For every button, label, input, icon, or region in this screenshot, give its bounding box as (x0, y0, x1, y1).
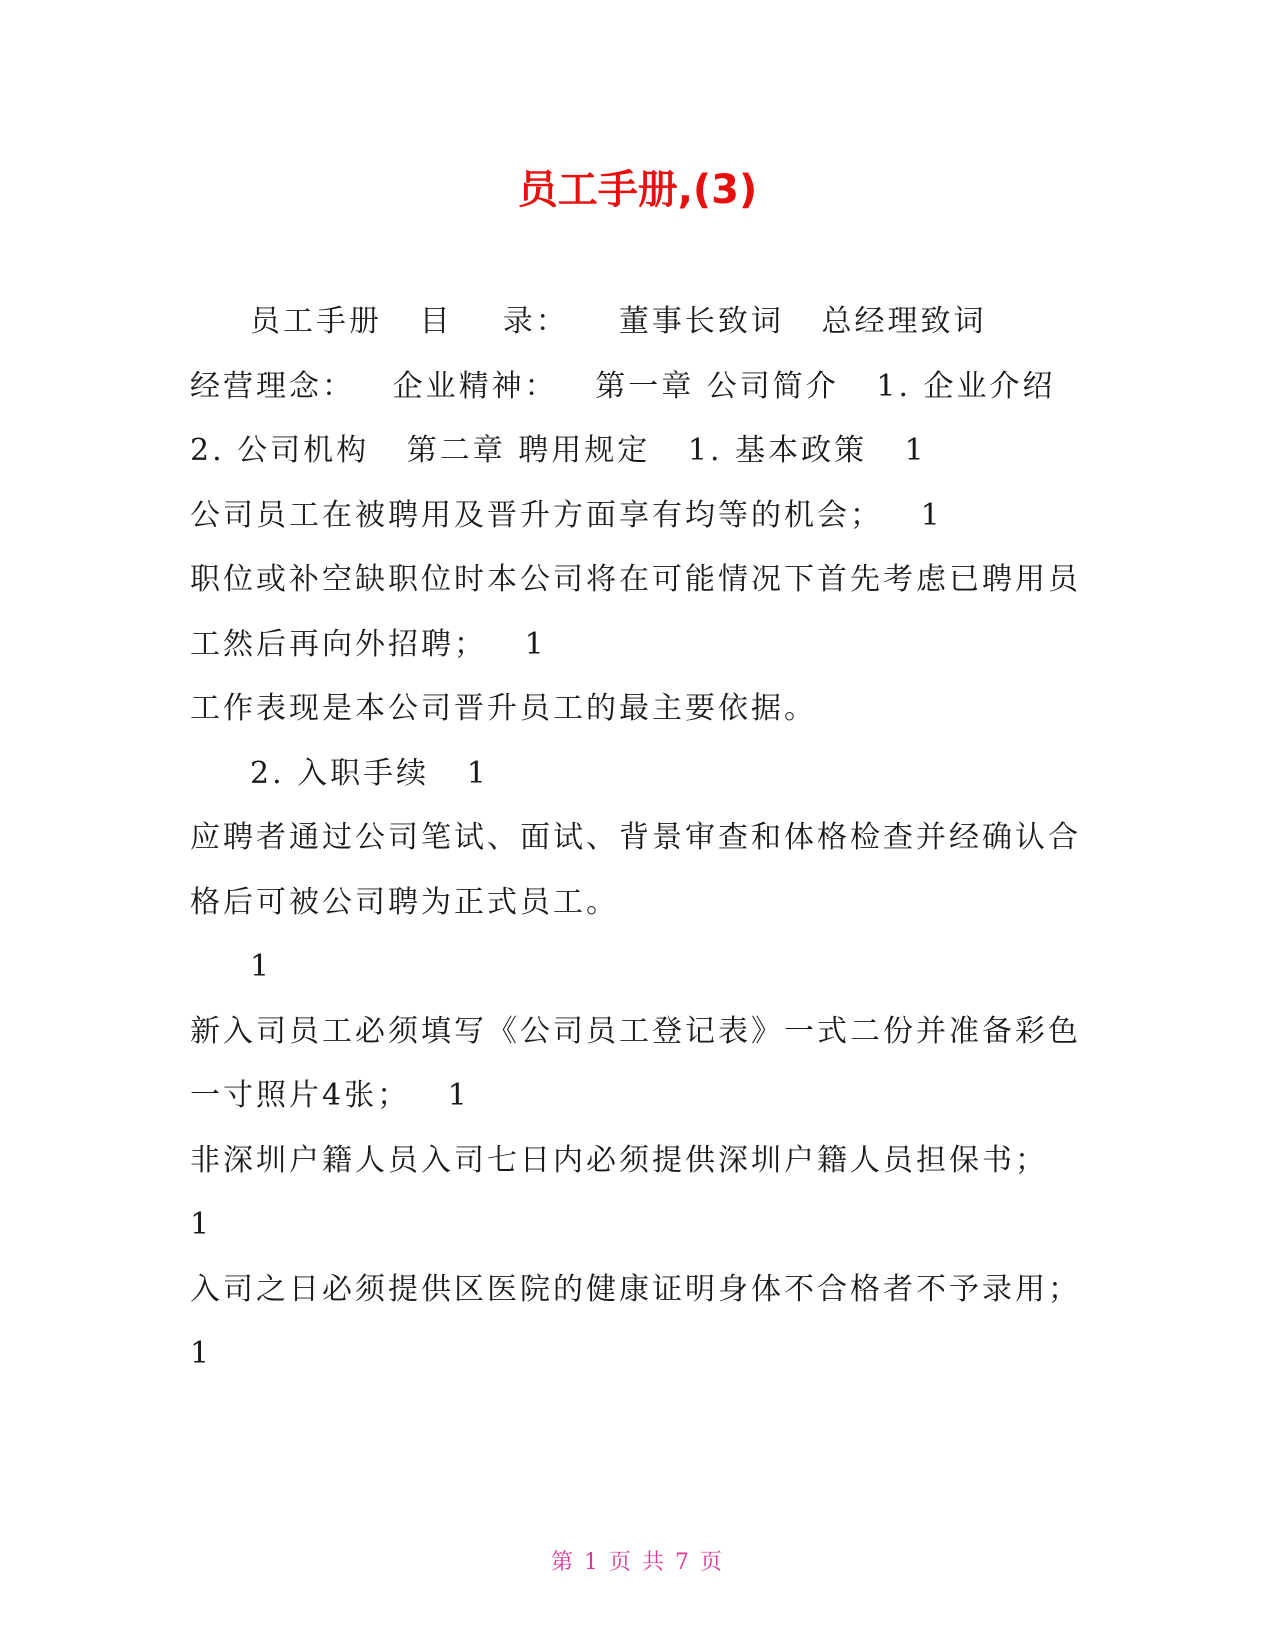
body-line: 非深圳户籍人员入司七日内必须提供深圳户籍人员担保书； (190, 1142, 1048, 1178)
body-line: 1 (250, 949, 273, 984)
body-line: 工作表现是本公司晋升员工的最主要依据。 (190, 691, 817, 726)
body-line: 2. 入职手续 1 (250, 755, 489, 791)
document-title: 员工手册,(3) (517, 167, 758, 213)
body-line: 工然后再向外招聘； 1 (190, 626, 547, 662)
body-line: 格后可被公司聘为正式员工。 (190, 884, 619, 920)
body-line: 一寸照片4张； 1 (190, 1078, 470, 1113)
body-line: 2. 公司机构 第二章 聘用规定 1. 基本政策 1 (190, 433, 927, 468)
body-line: 员工手册 目 录： 董事长致词 总经理致词 (250, 304, 987, 339)
body-line: 公司员工在被聘用及晋升方面享有均等的机会； 1 (190, 497, 943, 533)
body-line: 职位或补空缺职位时本公司将在可能情况下首先考虑已聘用员 (190, 562, 1081, 597)
body-line: 新入司员工必须填写《公司员工登记表》一式二份并准备彩色 (190, 1013, 1081, 1049)
body-line: 1 (190, 1207, 213, 1242)
body-line: 应聘者通过公司笔试、面试、背景审查和体格检查并经确认合 (190, 820, 1081, 855)
page-number-footer: 第 1 页 共 7 页 (551, 1550, 724, 1575)
document-body (190, 290, 1090, 1387)
body-line: 经营理念： 企业精神： 第一章 公司简介 1. 企业介绍 (190, 368, 1056, 404)
body-line: 1 (190, 1336, 213, 1371)
body-line: 入司之日必须提供区医院的健康证明身体不合格者不予录用； (190, 1271, 1081, 1307)
